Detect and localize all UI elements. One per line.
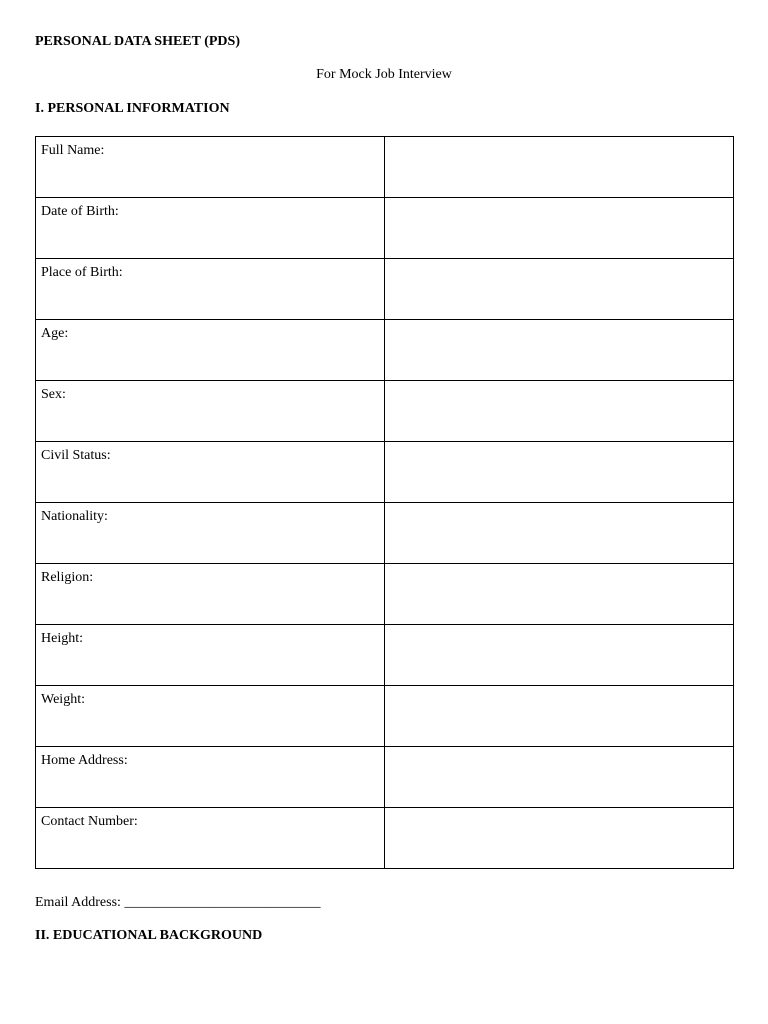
section-heading-personal-information: I. PERSONAL INFORMATION [35,101,230,116]
email-address-blank[interactable]: ____________________________ [124,895,321,910]
field-value-nationality[interactable] [385,503,734,564]
field-value-height[interactable] [385,625,734,686]
field-value-religion[interactable] [385,564,734,625]
field-label-age: Age: [36,320,385,381]
table-row [36,381,734,442]
field-label-place-of-birth: Place of Birth: [36,259,385,320]
field-value-sex[interactable] [385,381,734,442]
field-label-contact-number: Contact Number: [36,808,385,869]
field-value-full-name[interactable] [385,137,734,198]
field-label-religion: Religion: [36,564,385,625]
personal-information-table [35,136,734,869]
table-row [36,747,734,808]
email-address-line [35,895,320,911]
field-value-place-of-birth[interactable] [385,259,734,320]
table-row [36,442,734,503]
table-row [36,503,734,564]
table-row [36,564,734,625]
table-row [36,259,734,320]
field-value-contact-number[interactable] [385,808,734,869]
table-row [36,320,734,381]
field-label-date-of-birth: Date of Birth: [36,198,385,259]
field-label-nationality: Nationality: [36,503,385,564]
table-row [36,625,734,686]
document-title: PERSONAL DATA SHEET (PDS) [35,34,240,49]
table-row [36,686,734,747]
field-label-sex: Sex: [36,381,385,442]
table-row [36,808,734,869]
field-value-civil-status[interactable] [385,442,734,503]
field-label-civil-status: Civil Status: [36,442,385,503]
field-label-home-address: Home Address: [36,747,385,808]
field-value-date-of-birth[interactable] [385,198,734,259]
field-value-home-address[interactable] [385,747,734,808]
table-row [36,137,734,198]
field-label-height: Height: [36,625,385,686]
field-value-age[interactable] [385,320,734,381]
section-heading-educational-background: II. EDUCATIONAL BACKGROUND [35,928,263,943]
document-subtitle: For Mock Job Interview [316,67,452,82]
email-address-label: Email Address: [35,895,121,910]
field-label-weight: Weight: [36,686,385,747]
field-label-full-name: Full Name: [36,137,385,198]
table-row [36,198,734,259]
field-value-weight[interactable] [385,686,734,747]
